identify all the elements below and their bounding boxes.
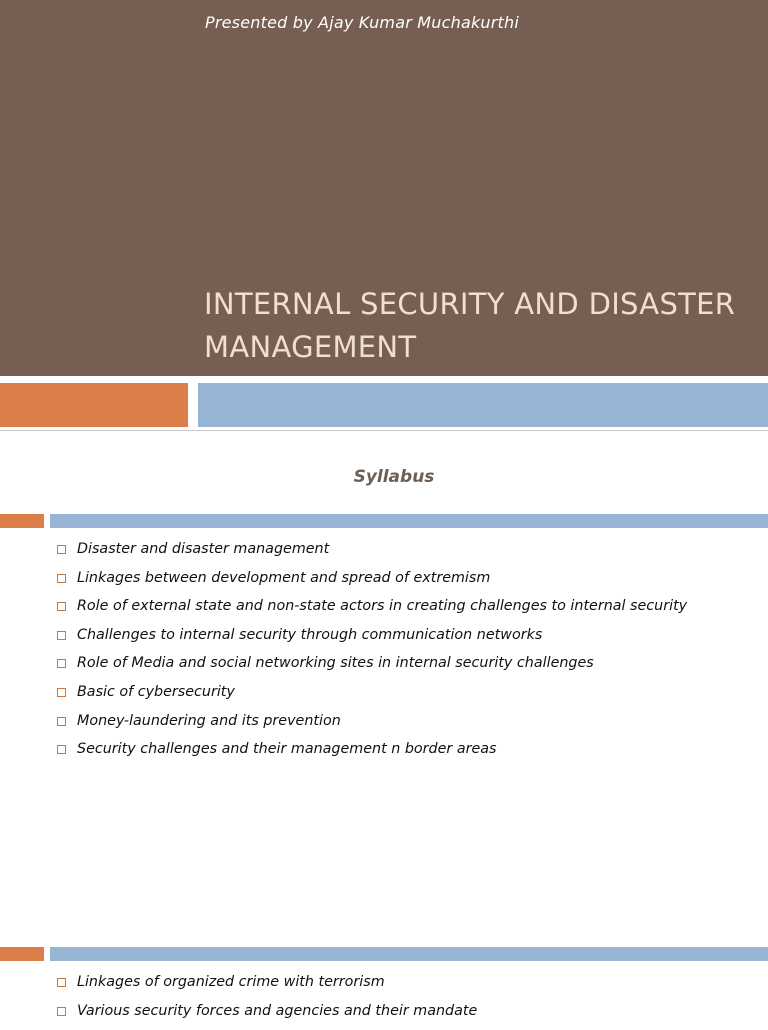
- divider-line: [0, 430, 768, 431]
- list-item: Security challenges and their management n border areas: [57, 740, 687, 769]
- section-divider-band: [0, 947, 768, 961]
- band-orange-segment: [0, 947, 44, 961]
- list-item: Various security forces and agencies and their mandate: [57, 1002, 477, 1030]
- band-blue-segment: [50, 514, 768, 528]
- subtitle-orange-block: [0, 383, 188, 427]
- syllabus-list-continued: [57, 973, 477, 1030]
- square-bullet-icon: [57, 574, 66, 583]
- square-bullet-icon: [57, 1007, 66, 1016]
- square-bullet-icon: [57, 631, 66, 640]
- list-item: Linkages of organized crime with terrorism: [57, 973, 477, 1002]
- band-blue-segment: [50, 947, 768, 961]
- band-orange-segment: [0, 514, 44, 528]
- slide-title-line-1: INTERNAL SECURITY AND DISASTER: [204, 287, 736, 321]
- list-item: Disaster and disaster management: [57, 540, 687, 569]
- list-item: Challenges to internal security through communication networks: [57, 626, 687, 655]
- square-bullet-icon: [57, 978, 66, 987]
- syllabus-heading: Syllabus: [353, 467, 435, 487]
- list-item: Basic of cybersecurity: [57, 683, 687, 712]
- square-bullet-icon: [57, 688, 66, 697]
- list-item: Money-laundering and its prevention: [57, 712, 687, 741]
- slide-title: [204, 283, 754, 369]
- subtitle-bar: [0, 380, 768, 428]
- list-item: Role of external state and non-state actors in creating challenges to internal security: [57, 597, 687, 626]
- square-bullet-icon: [57, 717, 66, 726]
- square-bullet-icon: [57, 545, 66, 554]
- list-item: Role of Media and social networking sites in internal security challenges: [57, 654, 687, 683]
- presenter-subtitle: Presented by Ajay Kumar Muchakurthi: [205, 13, 519, 32]
- slide-title-line-2: MANAGEMENT: [204, 330, 417, 364]
- square-bullet-icon: [57, 659, 66, 668]
- syllabus-list: [57, 540, 687, 769]
- square-bullet-icon: [57, 602, 66, 611]
- square-bullet-icon: [57, 745, 66, 754]
- list-item: Linkages between development and spread of extremism: [57, 569, 687, 598]
- subtitle-blue-block: [198, 383, 768, 427]
- section-divider-band: [0, 514, 768, 528]
